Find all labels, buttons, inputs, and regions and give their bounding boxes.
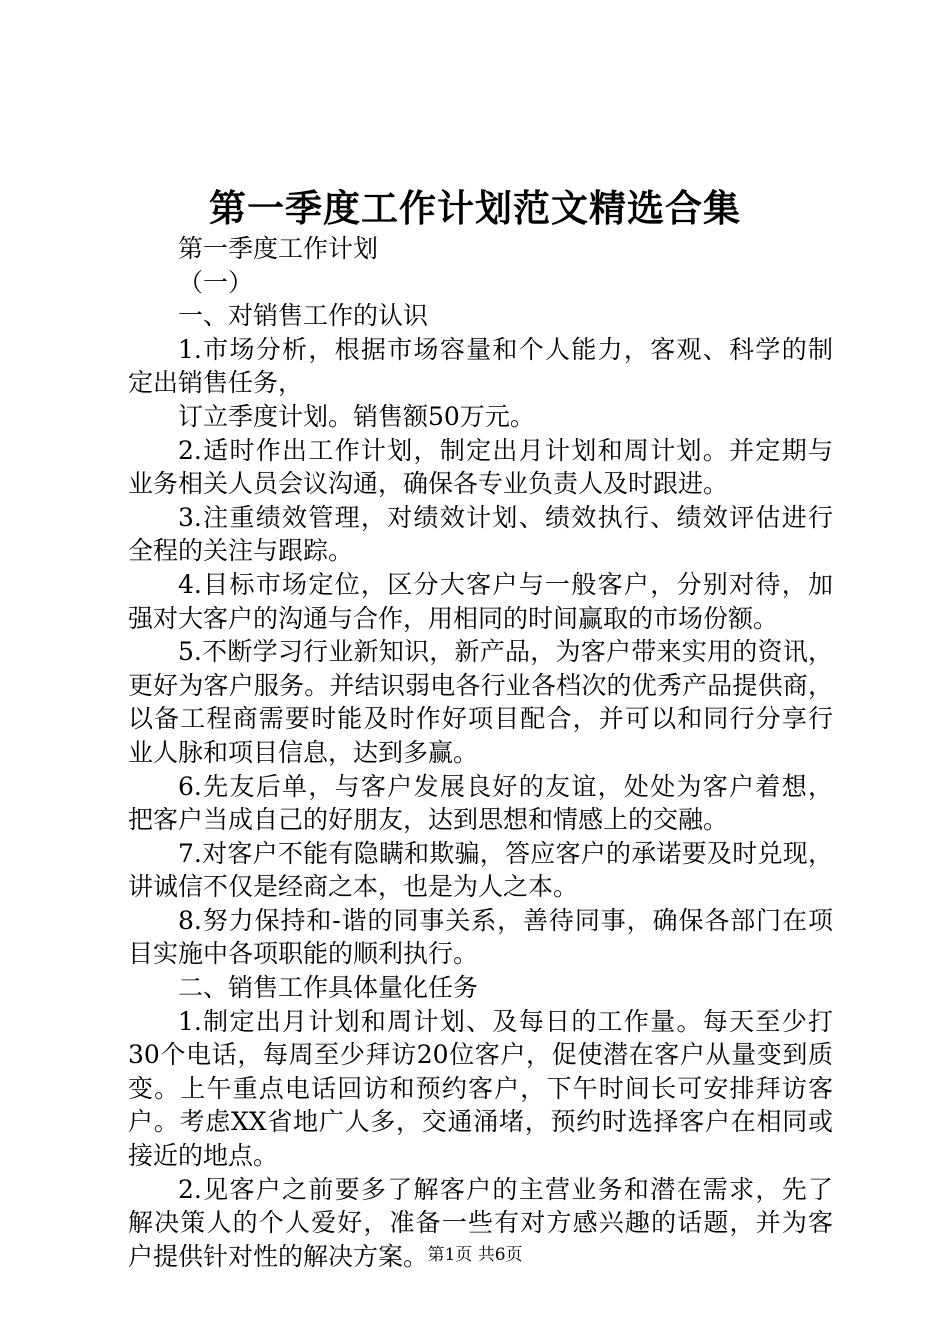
text-line: 全程的关注与跟踪。 (128, 536, 354, 566)
text-line: 目实施中各项职能的顺利执行。 (128, 939, 479, 969)
text-line: 把客户当成自己的好朋友，达到思想和情感上的交融。 (128, 805, 729, 835)
text-line: （一） (178, 267, 254, 297)
text-line: 二、销售工作具体量化任务 (178, 973, 479, 1003)
text-line: 7.对客户不能有隐瞒和欺骗，答应客户的承诺要及时兑现， (178, 838, 833, 868)
text-line: 2.见客户之前要多了解客户的主营业务和潜在需求，先了 (178, 1174, 833, 1204)
text-line: 8.努力保持和-谐的同事关系，善待同事，确保各部门在项 (178, 905, 833, 935)
text-line: 业人脉和项目信息，达到多赢。 (128, 737, 479, 767)
text-line: 第一季度工作计划 (178, 234, 379, 263)
text-line: 定出销售任务， (128, 368, 304, 398)
document-body (128, 232, 833, 1273)
text-line: 2.适时作出工作计划，制定出月计划和周计划。并定期与 (178, 435, 833, 465)
text-line: 1.市场分析，根据市场容量和个人能力，客观、科学的制 (178, 334, 833, 364)
text-line: 更好为客户服务。并结识弱电各行业各档次的优秀产品提供商， (128, 670, 833, 700)
text-line: 讲诚信不仅是经商之本，也是为人之本。 (128, 872, 579, 902)
text-line: 业务相关人员会议沟通，确保各专业负责人及时跟进。 (128, 469, 729, 499)
text-line: 4.目标市场定位，区分大客户与一般客户，分别对待，加 (178, 569, 833, 599)
text-line: 一、对销售工作的认识 (178, 301, 429, 331)
text-line: 5.不断学习行业新知识，新产品，为客户带来实用的资讯， (178, 637, 833, 667)
text-line: 以备工程商需要时能及时作好项目配合，并可以和同行分享行 (128, 704, 833, 734)
text-line: 强对大客户的沟通与合作，用相同的时间赢取的市场份额。 (128, 603, 779, 633)
text-line: 订立季度计划。销售额50万元。 (178, 401, 535, 431)
text-line: 3.注重绩效管理，对绩效计划、绩效执行、绩效评估进行 (178, 502, 833, 532)
page-footer: 第1页 共6页 (427, 1245, 523, 1265)
text-line: 户。考虑XX省地广人多，交通涌堵，预约时选择客户在相同或 (128, 1107, 833, 1137)
text-line: 1.制定出月计划和周计划、及每日的工作量。每天至少打 (178, 1006, 833, 1036)
text-line: 6.先友后单，与客户发展良好的友谊，处处为客户着想， (178, 771, 833, 801)
text-line: 变。上午重点电话回访和预约客户，下午时间长可安排拜访客 (128, 1073, 833, 1103)
text-line: 30个电话，每周至少拜访20位客户，促使潜在客户从量变到质 (128, 1040, 833, 1070)
page-title: 第一季度工作计划范文精选合集 (209, 186, 741, 230)
text-line: 户提供针对性的解决方案。 (128, 1241, 429, 1271)
text-line: 接近的地点。 (128, 1141, 279, 1171)
text-line: 解决策人的个人爱好，准备一些有对方感兴趣的话题，并为客 (128, 1208, 833, 1238)
